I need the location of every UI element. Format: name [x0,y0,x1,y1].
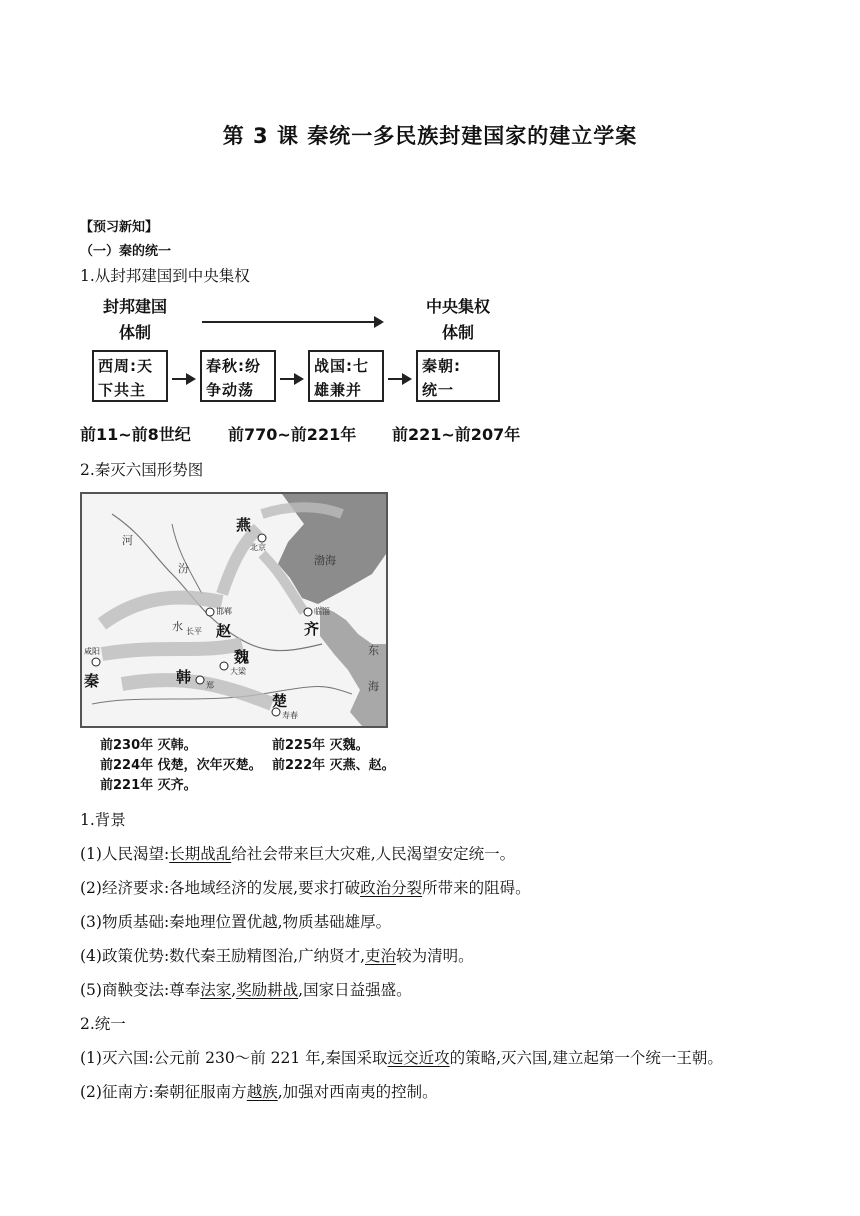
box-line: 争动荡 [206,381,255,399]
caption-yan-zhao: 前222年 灭燕、赵。 [272,758,395,773]
state-qin: 秦 [84,672,100,690]
state-qi: 齐 [304,620,320,638]
background-item-1 [80,842,515,864]
page-title: 第 3 课 秦统一多民族封建国家的建立学案 [222,124,638,148]
right-label [408,294,508,346]
text: 较为清明。 [396,947,474,965]
label-bohai: 渤海 [314,554,336,567]
underlined-term: 吏治 [365,947,397,965]
city-daliang [220,662,228,670]
date-spring-autumn: 前770~前221年 [228,425,357,444]
label-handan: 邯郸 [216,607,232,616]
text: ,加强对西南夷的控制。 [277,1083,438,1101]
text: (5)商鞅变法:尊奉 [80,981,201,999]
fen-river [172,524,202,594]
text: 的策略,灭六国,建立起第一个统一王朝。 [449,1049,723,1067]
text: , [231,981,237,999]
text: ,国家日益强盛。 [298,981,412,999]
city-beijing [258,534,266,542]
east-sea [320,606,386,726]
city-linzi [304,608,312,616]
map-graphic [82,494,386,726]
label-shouchun: 寿春 [282,711,298,720]
box-line: 西周:天 [98,357,153,375]
city-xianyang [92,658,100,666]
unify-heading: 2.统一 [80,1015,126,1033]
date-qin: 前221~前207年 [392,425,521,444]
underlined-term: 政治分裂 [360,879,423,897]
caption-han: 前230年 灭韩。 [100,738,197,753]
underlined-term: 长期战乱 [169,845,232,863]
left-label [90,294,180,346]
unify-item-2 [80,1080,438,1102]
left-label-line1: 封邦建国 [102,297,167,316]
right-label-line1: 中央集权 [425,297,490,316]
label-fen: 汾 [178,562,189,575]
flow-box-spring-autumn [200,350,276,402]
label-changping: 长平 [186,627,202,636]
state-yan: 燕 [236,516,252,534]
label-linzi: 临淄 [314,607,330,616]
text: (2)经济要求:各地域经济的发展,要求打破 [80,879,361,897]
text: (1)灭六国:公元前 230～前 221 年,秦国采取 [80,1049,388,1067]
section-preview: 【预习新知】 [80,220,159,235]
item1-heading: 1.从封邦建国到中央集权 [80,267,250,285]
label-east: 东 [368,644,379,657]
box-line: 战国:七 [314,357,369,375]
label-beijing: 北京 [250,543,266,552]
caption-wei: 前225年 灭魏。 [272,738,369,753]
attack-arrow-yan [222,528,258,594]
item2-heading: 2.秦灭六国形势图 [80,461,204,479]
text: 给社会带来巨大灾难,人民渴望安定统一。 [231,845,516,863]
text: 所带来的阻碍。 [422,879,531,897]
label-he: 河 [122,534,133,547]
flow-box-western-zhou [92,350,168,402]
caption-qi: 前221年 灭齐。 [100,778,197,793]
box-line: 秦朝: [422,357,461,375]
box-line: 下共主 [98,381,147,399]
attack-arrow-wei [102,644,242,654]
text: (4)政策优势:数代秦王励精图治,广纳贤才, [80,947,366,965]
background-item-5 [80,978,412,1000]
right-label-line2: 体制 [441,323,474,342]
background-item-4 [80,944,474,966]
arrow [388,378,410,380]
caption-chu: 前224年 伐楚，次年灭楚。 [100,758,262,773]
city-handan [206,608,214,616]
underlined-term: 远交近攻 [387,1049,450,1067]
unify-item-1 [80,1046,723,1068]
date-western-zhou: 前11~前8世纪 [80,425,191,444]
arrow [280,378,302,380]
section-qin-unification: （一）秦的统一 [80,244,172,259]
text: (3)物质基础:秦地理位置优越,物质基础雄厚。 [80,913,392,931]
underlined-term: 法家 [200,981,232,999]
label-daliang: 大梁 [230,667,246,676]
city-zheng [196,676,204,684]
box-line: 雄兼并 [314,381,363,399]
flow-box-qin [416,350,500,402]
flow-box-warring-states [308,350,384,402]
label-xianyang: 咸阳 [84,647,100,656]
text: (1)人民渴望: [80,845,170,863]
label-sea: 海 [368,680,379,693]
state-wei: 魏 [234,648,250,666]
feudal-to-centralization-diagram [80,292,540,452]
background-item-3 [80,910,391,932]
state-zhao: 赵 [216,622,232,640]
state-chu: 楚 [272,692,288,710]
background-item-2 [80,876,531,898]
background-heading: 1.背景 [80,811,126,829]
label-shui: 水 [172,620,183,633]
attack-arrow-chu [122,680,272,704]
underlined-term: 越族 [246,1083,278,1101]
state-han: 韩 [176,668,192,686]
box-line: 春秋:纷 [206,357,261,375]
qin-conquest-map [80,492,388,728]
arrow [172,378,194,380]
text: (2)征南方:秦朝征服南方 [80,1083,247,1101]
box-line: 统一 [422,381,455,399]
underlined-term: 奖励耕战 [236,981,299,999]
left-label-line2: 体制 [118,323,151,342]
long-arrow [202,321,382,323]
label-zheng: 郑 [206,681,214,690]
